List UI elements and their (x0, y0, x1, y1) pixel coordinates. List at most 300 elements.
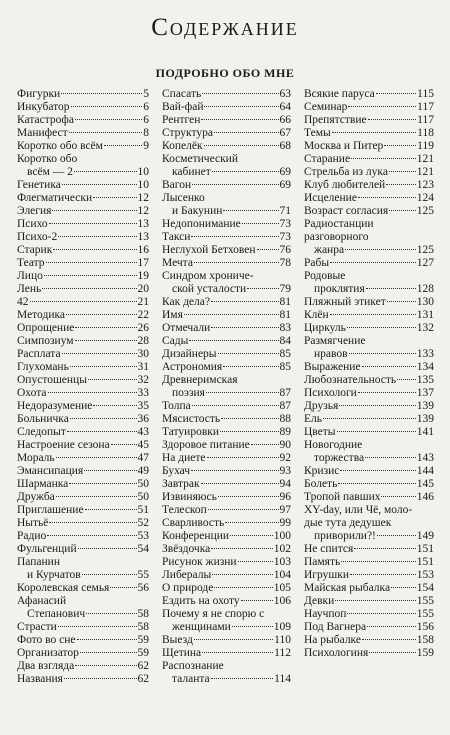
dot-leader (377, 535, 416, 536)
toc-entry-title: Исцеление (304, 192, 357, 204)
toc-entry-title: На рыбалке (304, 634, 361, 646)
toc-entry-title: Генетика (17, 179, 61, 191)
toc-entry-title: всём — 2 (27, 166, 73, 178)
toc-entry (17, 660, 149, 673)
toc-entry-title: проклятия (314, 283, 365, 295)
toc-entry-title: Толпа (162, 400, 191, 412)
toc-entry (304, 114, 434, 127)
toc-entry (162, 270, 291, 296)
toc-entry (162, 88, 291, 101)
toc-entry-page: 89 (279, 426, 291, 438)
dot-leader (241, 600, 273, 601)
toc-entry-page: 26 (137, 322, 149, 334)
toc-entry-page: 45 (137, 439, 149, 451)
toc-entry-title: жанра (314, 244, 345, 256)
dot-leader (330, 262, 416, 263)
dot-leader (332, 132, 416, 133)
toc-entry-title: Королевская семья (17, 582, 110, 594)
dot-leader (369, 652, 415, 653)
toc-column-2 (162, 88, 291, 686)
toc-entry (304, 608, 434, 621)
toc-entry-page: 62 (137, 660, 149, 672)
toc-entry (162, 530, 291, 543)
toc-entry-page: 114 (274, 673, 291, 685)
dot-leader (46, 262, 137, 263)
toc-entry-title: Рабы (304, 257, 330, 269)
toc-column-3 (304, 88, 434, 660)
toc-entry-page: 121 (416, 153, 434, 165)
dot-leader (221, 418, 278, 419)
dot-leader (58, 236, 136, 237)
toc-entry-title: Семинар (304, 101, 348, 113)
toc-entry-title: Бухач (162, 465, 191, 477)
toc-entry (304, 88, 434, 101)
toc-entry-title: приворили?! (314, 530, 376, 542)
dot-leader (391, 587, 416, 588)
toc-entry-title: Названия (17, 673, 63, 685)
toc-entry (162, 582, 291, 595)
toc-entry-page: 8 (143, 127, 149, 139)
dot-leader (69, 483, 136, 484)
toc-entry (17, 153, 149, 179)
toc-entry (17, 452, 149, 465)
dot-leader (88, 379, 137, 380)
toc-entry-title: Конференции (162, 530, 230, 542)
toc-entry-page: 64 (279, 101, 291, 113)
dot-leader (42, 288, 136, 289)
dot-leader (192, 405, 279, 406)
dot-leader (78, 548, 137, 549)
dot-leader (365, 457, 416, 458)
toc-entry-page: 135 (416, 374, 434, 386)
toc-entry (17, 426, 149, 439)
dot-leader (47, 535, 136, 536)
toc-entry-title: Структура (162, 127, 213, 139)
toc-entry-title: Здоровое питание (162, 439, 250, 451)
toc-entry (162, 257, 291, 270)
toc-entry-title: Циркуль (304, 322, 346, 334)
toc-entry-page: 133 (416, 348, 434, 360)
toc-entry-title: Недопонимание (162, 218, 241, 230)
dot-leader (330, 314, 416, 315)
toc-entry (17, 556, 149, 582)
dot-leader (208, 509, 279, 510)
toc-entry (17, 88, 149, 101)
toc-entry-page: 159 (416, 647, 434, 659)
toc-entry (17, 374, 149, 387)
dot-leader (201, 483, 279, 484)
toc-entry-page: 153 (416, 569, 434, 581)
toc-entry-title-part: Синдром хрониче- (162, 270, 254, 282)
dot-leader (48, 392, 137, 393)
dot-leader (212, 574, 273, 575)
toc-entry-page: 51 (137, 504, 149, 516)
toc-entry-title: Инкубатор (17, 101, 70, 113)
toc-entry-page: 115 (417, 88, 434, 100)
toc-entry-title: Любознательность (304, 374, 397, 386)
toc-entry-page: 5 (143, 88, 149, 100)
dot-leader (354, 548, 415, 549)
toc-entry-title: Препятствие (304, 114, 367, 126)
toc-entry-title: Следопыт (17, 426, 66, 438)
toc-entry-title: Такси (162, 231, 191, 243)
toc-entry-page: 134 (416, 361, 434, 373)
toc-entry-title-part: Афанасий (17, 595, 67, 607)
toc-entry (17, 465, 149, 478)
toc-entry-page: 149 (416, 530, 434, 542)
toc-entry-page: 87 (279, 387, 291, 399)
toc-entry-title: Телескоп (162, 504, 207, 516)
toc-entry-page: 96 (279, 491, 291, 503)
dot-leader (389, 210, 416, 211)
toc-entry (162, 218, 291, 231)
dot-leader (201, 119, 278, 120)
toc-entry-page: 47 (137, 452, 149, 464)
dot-leader (338, 483, 415, 484)
toc-entry-page: 146 (416, 491, 434, 503)
toc-entry (304, 296, 434, 309)
dot-leader (230, 535, 273, 536)
toc-entry-title: Кризис (304, 465, 340, 477)
dot-leader (204, 145, 279, 146)
toc-entry (17, 270, 149, 283)
toc-entry (304, 595, 434, 608)
toc-entry-title: Расплата (17, 348, 61, 360)
toc-entry-title: Вай-фай (162, 101, 204, 113)
dot-leader (189, 340, 278, 341)
toc-entry-page: 121 (416, 166, 434, 178)
toc-entry-page: 84 (279, 335, 291, 347)
dot-leader (351, 158, 416, 159)
toc-entry (162, 374, 291, 400)
toc-entry-title: Темы (304, 127, 331, 139)
toc-entry-title: Мясистость (162, 413, 221, 425)
toc-entry (17, 322, 149, 335)
toc-entry-title: Выезд (162, 634, 193, 646)
toc-entry-page: 17 (137, 257, 149, 269)
toc-entry (17, 400, 149, 413)
dot-leader (257, 249, 279, 250)
toc-entry-title: 42 (17, 296, 29, 308)
dot-leader (64, 678, 137, 679)
toc-entry-page: 50 (137, 491, 149, 503)
toc-entry-title: Игрушки (304, 569, 349, 581)
toc-entry-title: Тропой павших (304, 491, 381, 503)
toc-entry-page: 59 (137, 647, 149, 659)
toc-entry-title: Мораль (17, 452, 55, 464)
toc-entry-title: Ездить на охоту (162, 595, 240, 607)
dot-leader (192, 184, 278, 185)
toc-entry-title: Фульгенций (17, 543, 77, 555)
toc-entry-title: Старик (17, 244, 53, 256)
toc-entry-title: Флегматически (17, 192, 93, 204)
toc-entry-title: Эмансипация (17, 465, 84, 477)
toc-entry-page: 20 (137, 283, 149, 295)
dot-leader (93, 405, 136, 406)
toc-entry (304, 218, 434, 257)
toc-entry-page: 105 (273, 582, 291, 594)
toc-entry-page: 125 (416, 244, 434, 256)
toc-entry-page: 35 (137, 400, 149, 412)
toc-entry-page: 117 (417, 101, 434, 113)
dot-leader (389, 171, 416, 172)
toc-entry-title: Татуировки (162, 426, 219, 438)
dot-leader (86, 613, 136, 614)
toc-entry-title-part: Лысенко (162, 192, 205, 204)
toc-entry (17, 231, 149, 244)
dot-leader (207, 457, 279, 458)
dot-leader (77, 639, 137, 640)
toc-entry (304, 634, 434, 647)
toc-entry-title: Дизайнеры (162, 348, 217, 360)
dot-leader (49, 522, 136, 523)
toc-entry-page: 66 (279, 114, 291, 126)
toc-entry-title: Болеть (304, 478, 338, 490)
toc-entry (304, 465, 434, 478)
toc-entry-page: 143 (416, 452, 434, 464)
toc-entry (17, 283, 149, 296)
toc-entry (304, 504, 434, 543)
dot-leader (194, 639, 273, 640)
toc-entry-title: Как дела? (162, 296, 210, 308)
toc-entry-page: 83 (279, 322, 291, 334)
toc-entry-page: 53 (137, 530, 149, 542)
dot-leader (218, 496, 279, 497)
dot-leader (191, 470, 278, 471)
dot-leader (110, 587, 136, 588)
toc-entry-title: Клён (304, 309, 329, 321)
dot-leader (206, 392, 279, 393)
dot-leader (238, 561, 273, 562)
toc-entry-title: Страсти (17, 621, 57, 633)
dot-leader (350, 574, 416, 575)
toc-entry-title: Недоразумение (17, 400, 93, 412)
dot-leader (362, 639, 416, 640)
toc-entry (162, 101, 291, 114)
toc-entry-page: 156 (416, 621, 434, 633)
toc-entry-page: 109 (273, 621, 291, 633)
toc-entry-title: Шарманка (17, 478, 69, 490)
toc-entry (162, 309, 291, 322)
toc-entry (304, 478, 434, 491)
dot-leader (61, 93, 142, 94)
toc-entry-title-part: дые тута дедушек (304, 517, 392, 529)
toc-entry-title: Психо (17, 218, 48, 230)
toc-entry (162, 413, 291, 426)
toc-entry-page: 81 (279, 296, 291, 308)
toc-entry-title: Организатор (17, 647, 79, 659)
toc-entry-page: 10 (137, 166, 149, 178)
toc-entry-title: таланта (172, 673, 210, 685)
toc-entry-page: 104 (273, 569, 291, 581)
toc-entry-title-part: Новогодние (304, 439, 363, 451)
toc-entry-title: Фигурки (17, 88, 61, 100)
toc-entry (162, 127, 291, 140)
toc-entry-page: 102 (273, 543, 291, 555)
toc-entry-page: 106 (273, 595, 291, 607)
toc-entry-title: Рисунок жизни (162, 556, 237, 568)
toc-entry-page: 119 (417, 140, 434, 152)
toc-entry-title: Радио (17, 530, 47, 542)
toc-entry (162, 361, 291, 374)
dot-leader (93, 197, 136, 198)
toc-entry-page: 16 (137, 244, 149, 256)
toc-entry-title: Москва и Питер (304, 140, 384, 152)
toc-entry-title: Сады (162, 335, 189, 347)
toc-entry-page: 55 (137, 569, 149, 581)
toc-entry-page: 137 (416, 387, 434, 399)
dot-leader (69, 132, 143, 133)
toc-entry-page: 21 (137, 296, 149, 308)
dot-leader (362, 366, 416, 367)
dot-leader (220, 431, 279, 432)
toc-entry-page: 81 (279, 309, 291, 321)
toc-entry-page: 6 (143, 101, 149, 113)
toc-entry (304, 322, 434, 335)
toc-entry-page: 127 (416, 257, 434, 269)
toc-entry (17, 114, 149, 127)
toc-entry-page: 36 (137, 413, 149, 425)
toc-entry (162, 595, 291, 608)
dot-leader (44, 275, 137, 276)
dot-leader (347, 613, 415, 614)
toc-entry (304, 647, 434, 660)
toc-entry-title: Методика (17, 309, 65, 321)
toc-entry (17, 543, 149, 556)
toc-entry-title: Возраст согласия (304, 205, 389, 217)
toc-entry (162, 543, 291, 556)
dot-leader (104, 145, 142, 146)
toc-entry (17, 387, 149, 400)
toc-entry-title: Пляжный этикет (304, 296, 386, 308)
toc-entry-page: 87 (279, 400, 291, 412)
toc-entry-title: торжества (314, 452, 365, 464)
dot-leader (339, 405, 415, 406)
toc-entry (304, 556, 434, 569)
dot-leader (62, 353, 137, 354)
dot-leader (184, 314, 279, 315)
toc-entry-title-part: XY-day, или Чё, моло- (304, 504, 413, 516)
toc-entry-page: 90 (279, 439, 291, 451)
dot-leader (56, 496, 137, 497)
toc-entry (162, 504, 291, 517)
dot-leader (211, 678, 274, 679)
toc-entry (162, 244, 291, 257)
toc-entry (162, 153, 291, 179)
toc-entry (17, 413, 149, 426)
toc-entry (162, 192, 291, 218)
toc-entry-title: Больничка (17, 413, 69, 425)
toc-entry-page: 43 (137, 426, 149, 438)
toc-entry-page: 117 (417, 114, 434, 126)
toc-entry-title: Психологиня (304, 647, 369, 659)
toc-entry-page: 118 (417, 127, 434, 139)
toc-entry-title: ской усталости (172, 283, 247, 295)
dot-leader (348, 106, 416, 107)
dot-leader (75, 340, 137, 341)
toc-entry (162, 348, 291, 361)
toc-entry-title: Отмечали (162, 322, 211, 334)
toc-entry-page: 79 (279, 283, 291, 295)
toc-entry (304, 387, 434, 400)
toc-entry-page: 128 (416, 283, 434, 295)
dot-leader (251, 444, 279, 445)
dot-leader (242, 223, 279, 224)
toc-entry-page: 10 (137, 179, 149, 191)
dot-leader (111, 444, 137, 445)
toc-entry (162, 400, 291, 413)
toc-entry-title: Извиняюсь (162, 491, 217, 503)
dot-leader (62, 184, 137, 185)
toc-entry (304, 413, 434, 426)
toc-entry-title: Рентген (162, 114, 201, 126)
toc-entry-title-part: Древнеримская (162, 374, 238, 386)
toc-entry-title: Либералы (162, 569, 212, 581)
toc-entry (304, 543, 434, 556)
section-heading: ПОДРОБНО ОБО МНЕ (155, 66, 295, 80)
toc-entry (304, 335, 434, 361)
toc-entry-title: Вагон (162, 179, 192, 191)
toc-entry-page: 54 (137, 543, 149, 555)
dot-leader (211, 548, 273, 549)
toc-entry-page: 97 (279, 504, 291, 516)
toc-entry-page: 68 (279, 140, 291, 152)
dot-leader (214, 587, 272, 588)
toc-entry-page: 69 (279, 179, 291, 191)
dot-leader (85, 509, 137, 510)
toc-entry-title: нравов (314, 348, 348, 360)
toc-entry-page: 158 (416, 634, 434, 646)
toc-entry-page: 151 (416, 556, 434, 568)
dot-leader (368, 119, 417, 120)
toc-entry (17, 582, 149, 595)
dot-leader (397, 379, 416, 380)
dot-leader (335, 600, 415, 601)
dot-leader (74, 171, 137, 172)
toc-entry-title: О природе (162, 582, 214, 594)
toc-entry-page: 76 (279, 244, 291, 256)
toc-entry-page: 9 (143, 140, 149, 152)
toc-entry (17, 296, 149, 309)
toc-entry-title: Друзья (304, 400, 339, 412)
toc-entry-title: Клуб любителей (304, 179, 386, 191)
toc-entry-page: 154 (416, 582, 434, 594)
toc-entry (162, 114, 291, 127)
toc-entry (162, 478, 291, 491)
toc-entry-page: 103 (273, 556, 291, 568)
toc-entry (304, 101, 434, 114)
toc-entry-title: Всякие паруса (304, 88, 375, 100)
toc-entry-title: Коротко обо всём (17, 140, 103, 152)
dot-leader (211, 301, 279, 302)
toc-entry-title: Звёздочка (162, 543, 211, 555)
toc-entry-title: Имя (162, 309, 183, 321)
dot-leader (49, 223, 137, 224)
toc-entry (17, 348, 149, 361)
toc-entry (162, 426, 291, 439)
dot-leader (345, 249, 416, 250)
toc-entry-title: Охота (17, 387, 47, 399)
toc-entry (17, 647, 149, 660)
toc-entry-page: 144 (416, 465, 434, 477)
toc-entry-title: Манифест (17, 127, 68, 139)
dot-leader (349, 353, 416, 354)
toc-entry-title: Старание (304, 153, 351, 165)
toc-entry-page: 130 (416, 296, 434, 308)
dot-leader (66, 314, 137, 315)
dot-leader (341, 561, 416, 562)
toc-entry (162, 439, 291, 452)
